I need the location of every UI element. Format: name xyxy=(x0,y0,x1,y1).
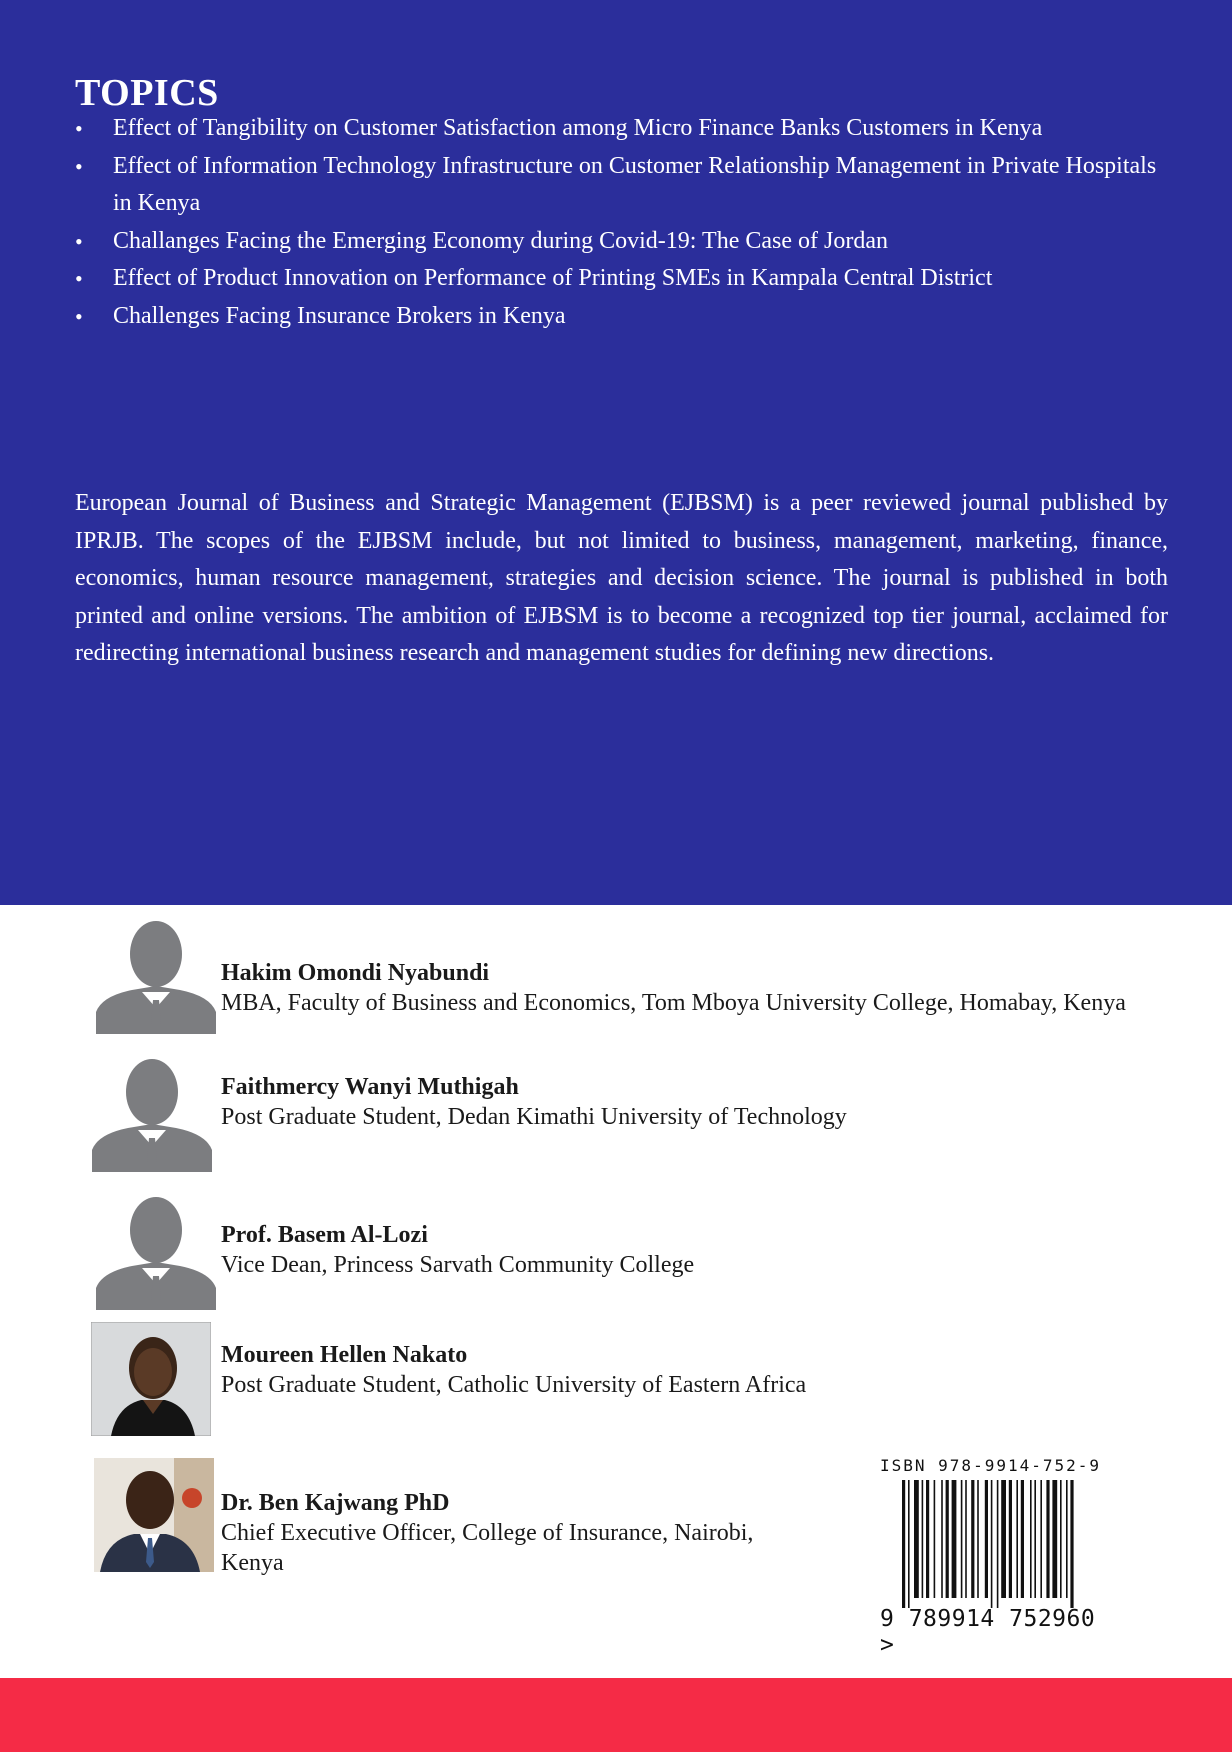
topic-item: • Effect of Product Innovation on Performance of Printing SMEs in Kampala Central District xyxy=(75,260,1175,298)
isbn-barcode xyxy=(870,1448,1120,1658)
author-name: Moureen Hellen Nakato xyxy=(221,1342,468,1368)
author-entry xyxy=(92,1058,1202,1174)
topic-item: • Effect of Tangibility on Customer Satisfaction among Micro Finance Banks Customers in Kenya xyxy=(75,110,1175,148)
journal-description: European Journal of Business and Strategic Management (EJBSM) is a peer reviewed journal published by IPRJB. The scopes of the EJBSM include, but not limited to business, management, marketing, finance, economics, human resource management, strategies and decision science. The journal is published in both printed and online versions. The ambition of EJBSM is to become a recognized top tier journal, acclaimed for redirecting international business research and management studies for defining new directions. xyxy=(75,490,1168,666)
author-entry xyxy=(96,1196,1206,1312)
topic-item: • Challanges Facing the Emerging Economy during Covid-19: The Case of Jordan xyxy=(75,223,1175,261)
author-affiliation: Chief Executive Officer, College of Insurance, Nairobi, Kenya xyxy=(221,1520,754,1576)
footer-band xyxy=(0,1678,1232,1752)
topics-list xyxy=(75,110,1175,335)
topics-title: TOPICS xyxy=(75,72,219,114)
silhouette-icon xyxy=(92,1058,212,1172)
portrait-photo xyxy=(91,1322,211,1436)
author-affiliation: Post Graduate Student, Dedan Kimathi University of Technology xyxy=(221,1104,847,1130)
topic-item: • Challenges Facing Insurance Brokers in Kenya xyxy=(75,298,1175,336)
isbn-label: ISBN 978-9914-752-9 xyxy=(880,1456,1102,1475)
portrait-photo xyxy=(94,1458,214,1572)
author-affiliation: Vice Dean, Princess Sarvath Community College xyxy=(221,1252,695,1278)
author-affiliation: MBA, Faculty of Business and Economics, Tom Mboya University College, Homabay, Kenya xyxy=(221,990,1126,1016)
silhouette-icon xyxy=(96,1196,216,1310)
author-affiliation: Post Graduate Student, Catholic University of Eastern Africa xyxy=(221,1372,807,1398)
author-name: Hakim Omondi Nyabundi xyxy=(221,960,490,986)
author-name: Dr. Ben Kajwang PhD xyxy=(221,1490,450,1516)
silhouette-icon xyxy=(96,920,216,1034)
barcode-number: 9 789914 752960 > xyxy=(880,1606,1096,1658)
author-entry xyxy=(91,1322,1201,1438)
author-name: Prof. Basem Al-Lozi xyxy=(221,1222,428,1248)
author-entry xyxy=(94,1458,814,1574)
author-entry xyxy=(96,920,1206,1036)
topic-item: • Effect of Information Technology Infrastructure on Customer Relationship Management in Private Hospitals in Kenya xyxy=(75,148,1175,223)
author-name: Faithmercy Wanyi Muthigah xyxy=(221,1074,519,1100)
barcode-bars xyxy=(900,1480,1090,1610)
